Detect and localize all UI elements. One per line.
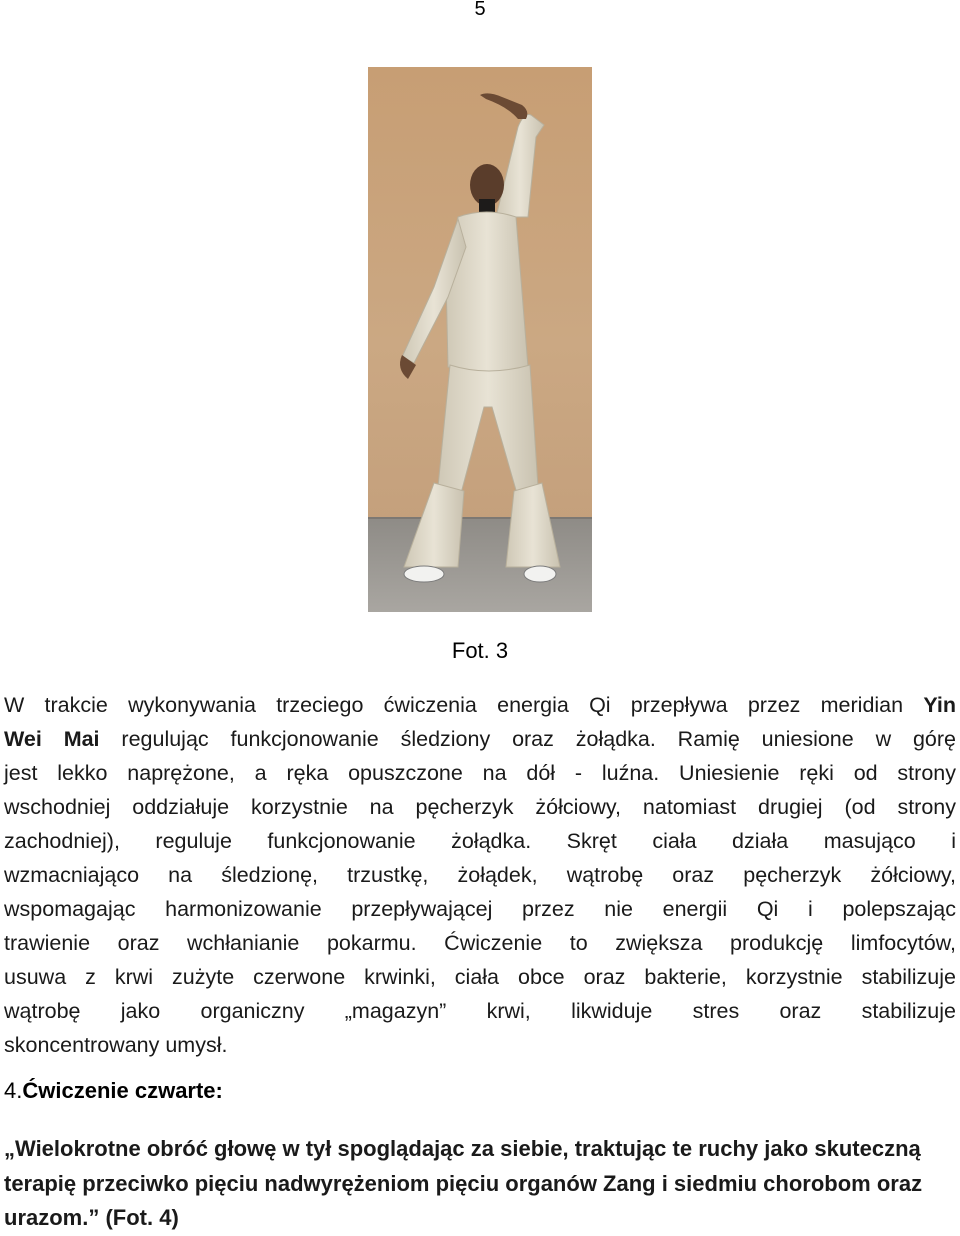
paragraph-line: trawienie oraz wchłanianie pokarmu. Ćwiczenie to zwiększa produkcję limfocytów, [4,931,956,955]
page-number: 5 [474,0,486,20]
paragraph-line: jest lekko naprężone, a ręka opuszczone na dół - luźna. Uniesienie ręki od strony [4,761,956,785]
paragraph-line: wątrobę jako organiczny „magazyn” krwi, likwiduje stres oraz stabilizuje [4,999,956,1023]
exercise-description [4,688,956,1062]
meridian-name-wei-mai: Wei Mai [4,727,100,751]
right-shoe [524,566,556,582]
section-heading [4,1078,223,1104]
paragraph-line: skoncentrowany umysł. [4,1033,228,1057]
paragraph-line: wspomagając harmonizowanie przepływającej przez nie energii Qi i polepszając [4,897,956,921]
figure-caption: Fot. 3 [451,638,509,663]
paragraph-line: W trakcie wykonywania trzeciego ćwiczenia energia Qi przepływa przez meridian Yin [4,693,956,717]
exercise-quote: „Wielokrotne obróć głowę w tył spoglądając za siebie, traktując te ruchy jako skuteczną terapię przeciwko pięciu nadwyrężeniom pięciu organów Zang i siedmiu chorobom oraz urazom.” (Fot. 4) [4,1136,923,1230]
paragraph-line: Wei Mai regulując funkcjonowanie śledziony oraz żołądka. Ramię uniesione w górę [4,727,956,751]
paragraph-line: wschodniej oddziałuje korzystnie na pęcherzyk żółciowy, natomiast drugiej (od strony [4,795,956,819]
exercise-photo [368,67,592,612]
section-title: Ćwiczenie czwarte: [22,1078,223,1103]
section-number: 4. [4,1078,23,1103]
paragraph-line: wzmacniająco na śledzionę, trzustkę, żołądek, wątrobę oraz pęcherzyk żółciowy, [4,863,956,887]
paragraph-line: usuwa z krwi zużyte czerwone krwinki, ciała obce oraz bakterie, korzystnie stabilizuje [4,965,956,989]
paragraph-line: zachodniej), reguluje funkcjonowanie żołądka. Skręt ciała działa masująco i [4,829,956,853]
left-shoe [404,566,444,582]
meridian-name-yin: Yin [923,693,956,717]
